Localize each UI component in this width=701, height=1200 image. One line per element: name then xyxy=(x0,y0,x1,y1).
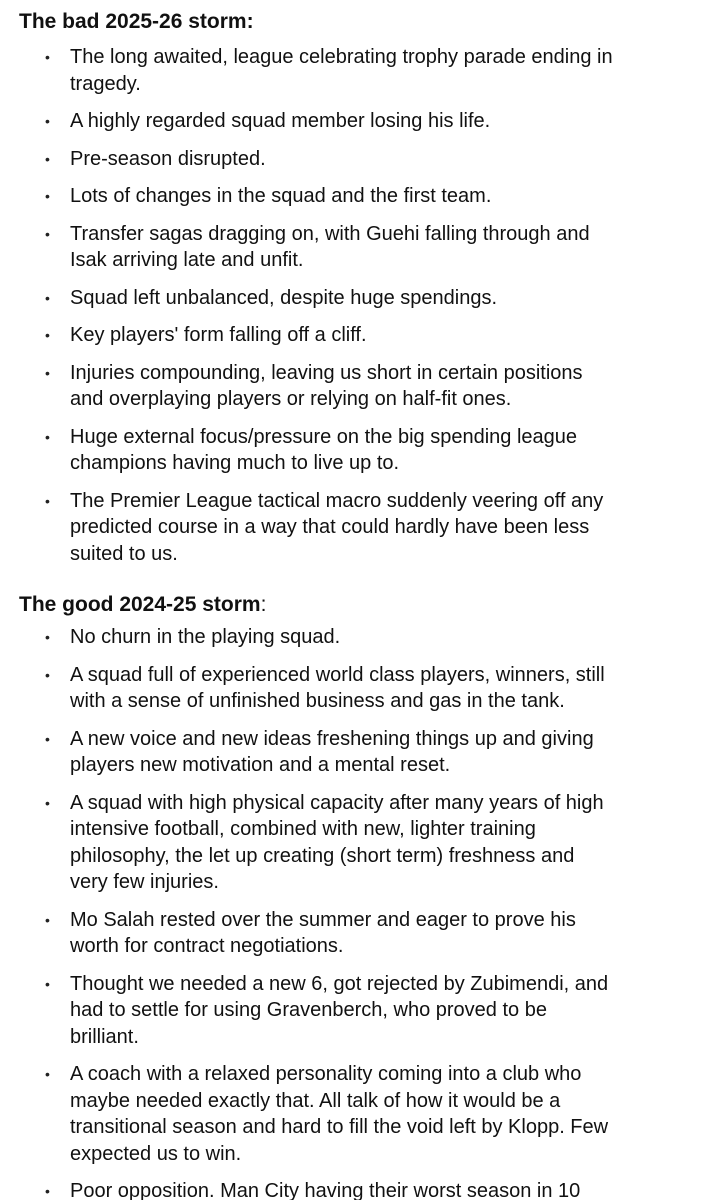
good-storm-heading xyxy=(19,591,266,619)
list-item-text: Pre-season disrupted. xyxy=(70,147,266,170)
bullet-dot: • xyxy=(45,49,50,65)
list-item-text: Transfer sagas dragging on, with Guehi falling through and Isak arriving late and unfit. xyxy=(70,222,590,271)
list-item xyxy=(0,146,701,173)
list-item-text: A new voice and new ideas freshening things up and giving players new motivation and a mental reset. xyxy=(70,727,594,776)
bullet-dot: • xyxy=(45,289,50,306)
bullet-dot: • xyxy=(45,629,50,645)
list-item-text: Squad left unbalanced, despite huge spendings. xyxy=(70,286,498,309)
bullet-dot: • xyxy=(45,225,50,242)
list-item-text: No churn in the playing squad. xyxy=(70,626,341,648)
bullet-dot: • xyxy=(45,666,50,683)
list-item-text: A highly regarded squad member losing his life. xyxy=(70,110,491,132)
list-item xyxy=(0,907,701,960)
bad-storm-heading-bold: The bad 2025-26 storm: xyxy=(19,10,254,33)
good-storm-heading-bold: The good 2024-25 storm xyxy=(19,593,261,616)
list-item xyxy=(0,790,701,896)
list-item-text: A squad full of experienced world class players, winners, still with a sense of unfinished business and gas in the tank. xyxy=(70,663,605,712)
list-item-text: Mo Salah rested over the summer and eager to prove his worth for contract negotiations. xyxy=(70,908,576,957)
bullet-dot: • xyxy=(45,794,50,811)
list-item-text: A squad with high physical capacity after many years of high intensive football, combined with new, lighter training philosophy, the let up creating (short term) freshness and very few injuries. xyxy=(70,791,604,893)
list-item xyxy=(0,221,701,274)
bullet-dot: • xyxy=(45,113,50,129)
list-item-text: Lots of changes in the squad and the first team. xyxy=(70,185,492,207)
bad-storm-list xyxy=(0,44,701,567)
list-item xyxy=(0,624,701,651)
list-item-text: Thought we needed a new 6, got rejected by Zubimendi, and had to settle for using Gravenberch, who proved to be brilliant. xyxy=(70,972,609,1048)
bullet-dot: • xyxy=(45,364,50,381)
bullet-dot: • xyxy=(45,730,50,747)
bad-storm-heading xyxy=(19,8,254,36)
list-item-text: Poor opposition. Man City having their worst season in 10 xyxy=(70,1180,581,1200)
bullet-dot: • xyxy=(45,327,50,343)
good-storm-heading-rest: : xyxy=(260,593,267,616)
list-item xyxy=(0,424,701,477)
list-item-text: A coach with a relaxed personality coming into a club who maybe needed exactly that. All talk of how it would be a transitional season and hard to fill the void left by Klopp. Few expected us to win. xyxy=(70,1063,609,1165)
good-storm-list xyxy=(0,624,701,1200)
bullet-dot: • xyxy=(45,492,50,509)
list-item-text: Key players' form falling off a cliff. xyxy=(70,324,367,346)
list-item xyxy=(0,662,701,715)
list-item xyxy=(0,285,701,312)
bullet-dot: • xyxy=(45,1066,50,1082)
list-item xyxy=(0,488,701,568)
bullet-dot: • xyxy=(45,911,50,928)
list-item-text: The Premier League tactical macro suddenly veering off any predicted course in a way that could hardly have been less suited to us. xyxy=(70,489,604,565)
list-item xyxy=(0,183,701,210)
list-item xyxy=(0,971,701,1051)
bullet-dot: • xyxy=(45,150,50,167)
list-item-text: The long awaited, league celebrating trophy parade ending in tragedy. xyxy=(70,46,613,95)
list-item xyxy=(0,726,701,779)
list-item xyxy=(0,322,701,349)
bullet-dot: • xyxy=(45,1183,50,1199)
list-item xyxy=(0,1061,701,1167)
list-item xyxy=(0,1178,701,1200)
list-item xyxy=(0,108,701,135)
list-item-text: Injuries compounding, leaving us short in certain positions and overplaying players or relying on half-fit ones. xyxy=(70,361,583,410)
bullet-dot: • xyxy=(45,188,50,204)
bullet-dot: • xyxy=(45,428,50,445)
list-item xyxy=(0,360,701,413)
list-item xyxy=(0,44,701,97)
list-item-text: Huge external focus/pressure on the big spending league champions having much to live up to. xyxy=(70,425,578,474)
bullet-dot: • xyxy=(45,975,50,992)
